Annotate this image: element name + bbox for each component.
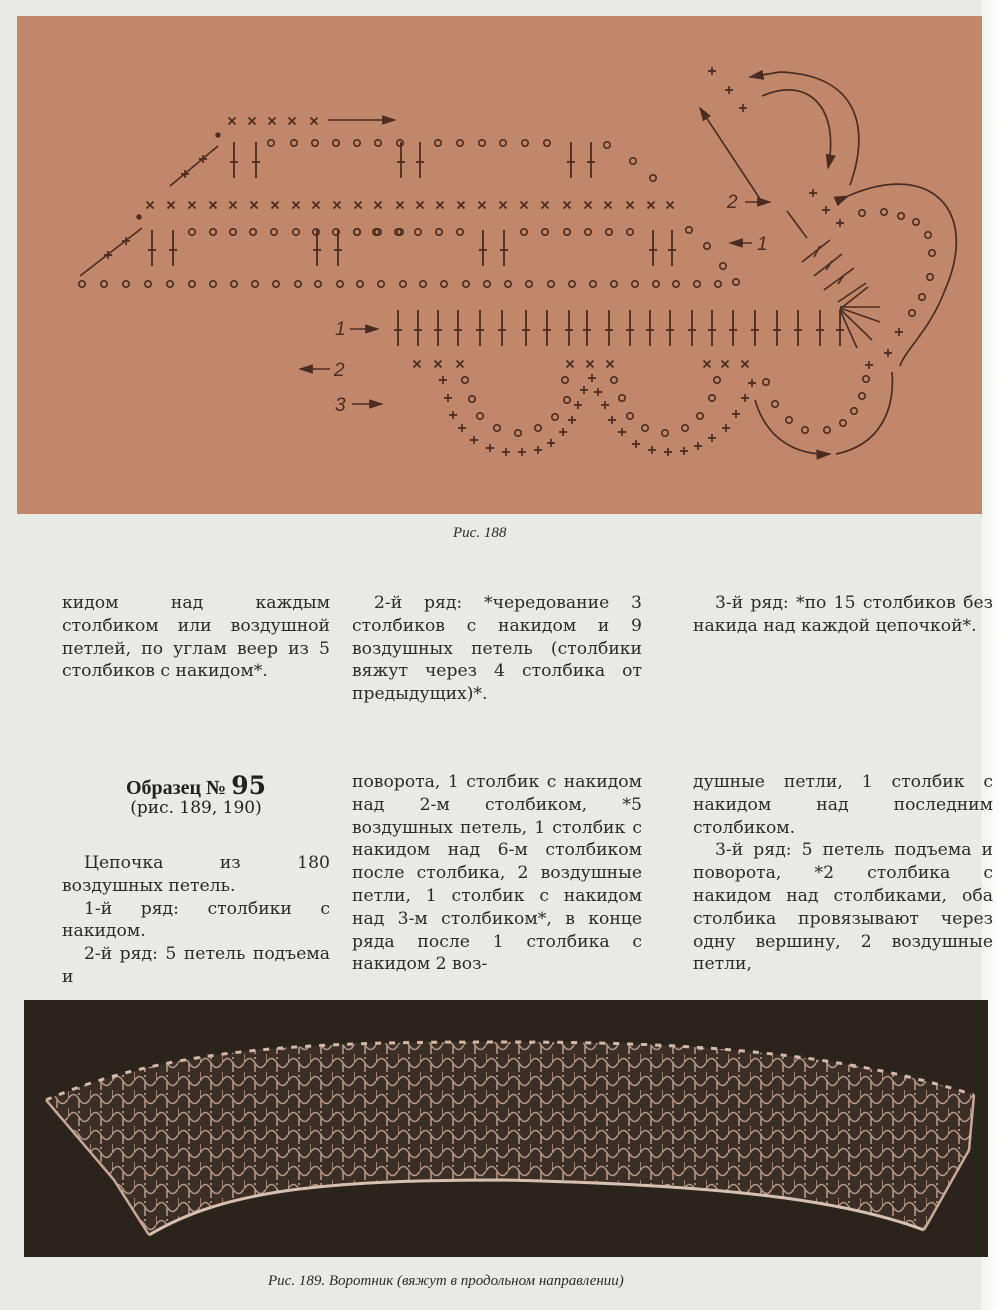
paragraph-row-2: 2-й ряд: *чередование 3 столбиков с накидом и 9 воздушных петель (столбики вяжут через 4 столбика от предыдущих)*. [352,593,642,705]
row-top-sc [229,118,318,125]
paragraph-chain: Цепочка из 180 воздушных петель. [62,853,330,896]
sample-figure-refs: (рис. 189, 190) [130,798,262,818]
paragraph-row-2-end: душные петли, 1 столбик с накидом над последним столбиком. [693,772,993,838]
lace-collar-image [24,1000,988,1257]
figure-189-caption: Рис. 189. Воротник (вяжут в продольном направлении) [268,1273,624,1289]
sample-number: 95 [231,771,267,800]
paragraph-row-1: 1-й ряд: столбики с накидом. [62,898,330,942]
crochet-chart-svg [17,16,982,514]
paragraph: кидом над каждым столбиком или воздушной петлей, по углам веер из 5 столбиков с накидом*. [62,593,330,682]
paragraph-row-3: 3-й ряд: 5 петель подъема и поворота, *2 столбика с накидом над столбиками, оба столбика провязывают через одну вершину, 2 воздушные петли, [693,840,993,975]
sample-title: Образец № [125,777,227,799]
sample-heading [62,771,330,818]
text-column-middle-lower [352,771,642,976]
crochet-diagram-figure-188 [17,16,982,514]
text-column-left-lower [62,852,330,989]
text-column-left-top [62,592,330,683]
row-label-2-lower: 2 [334,360,345,381]
paragraph-row-2-start: 2-й ряд: 5 петель подъема и [62,944,330,987]
figure-188-caption: Рис. 188 [453,525,507,541]
row-label-1-upper: 1 [757,234,768,255]
row-label-2-upper: 2 [727,192,738,213]
text-column-right-top [693,592,993,638]
lace-collar-photo-figure-189 [24,1000,988,1257]
paragraph-row-3: 3-й ряд: *по 15 столбиков без накида над каждой цепочкой*. [693,593,993,636]
paragraph-row-2-continued: поворота, 1 столбик с накидом над 2-м столбиком, *5 воздушных петель, 1 столбик с накидом над 6-м столбиком после столбика, 2 воздушные петли, 1 столбик с накидом над 3-м столбиком*, в конце ряда после 1 столбика с накидом 2 воз- [352,772,642,975]
text-column-right-lower [693,771,993,976]
row-label-3-lower: 3 [335,395,346,416]
text-column-middle-top [352,592,642,706]
row-label-1-lower: 1 [335,319,346,340]
